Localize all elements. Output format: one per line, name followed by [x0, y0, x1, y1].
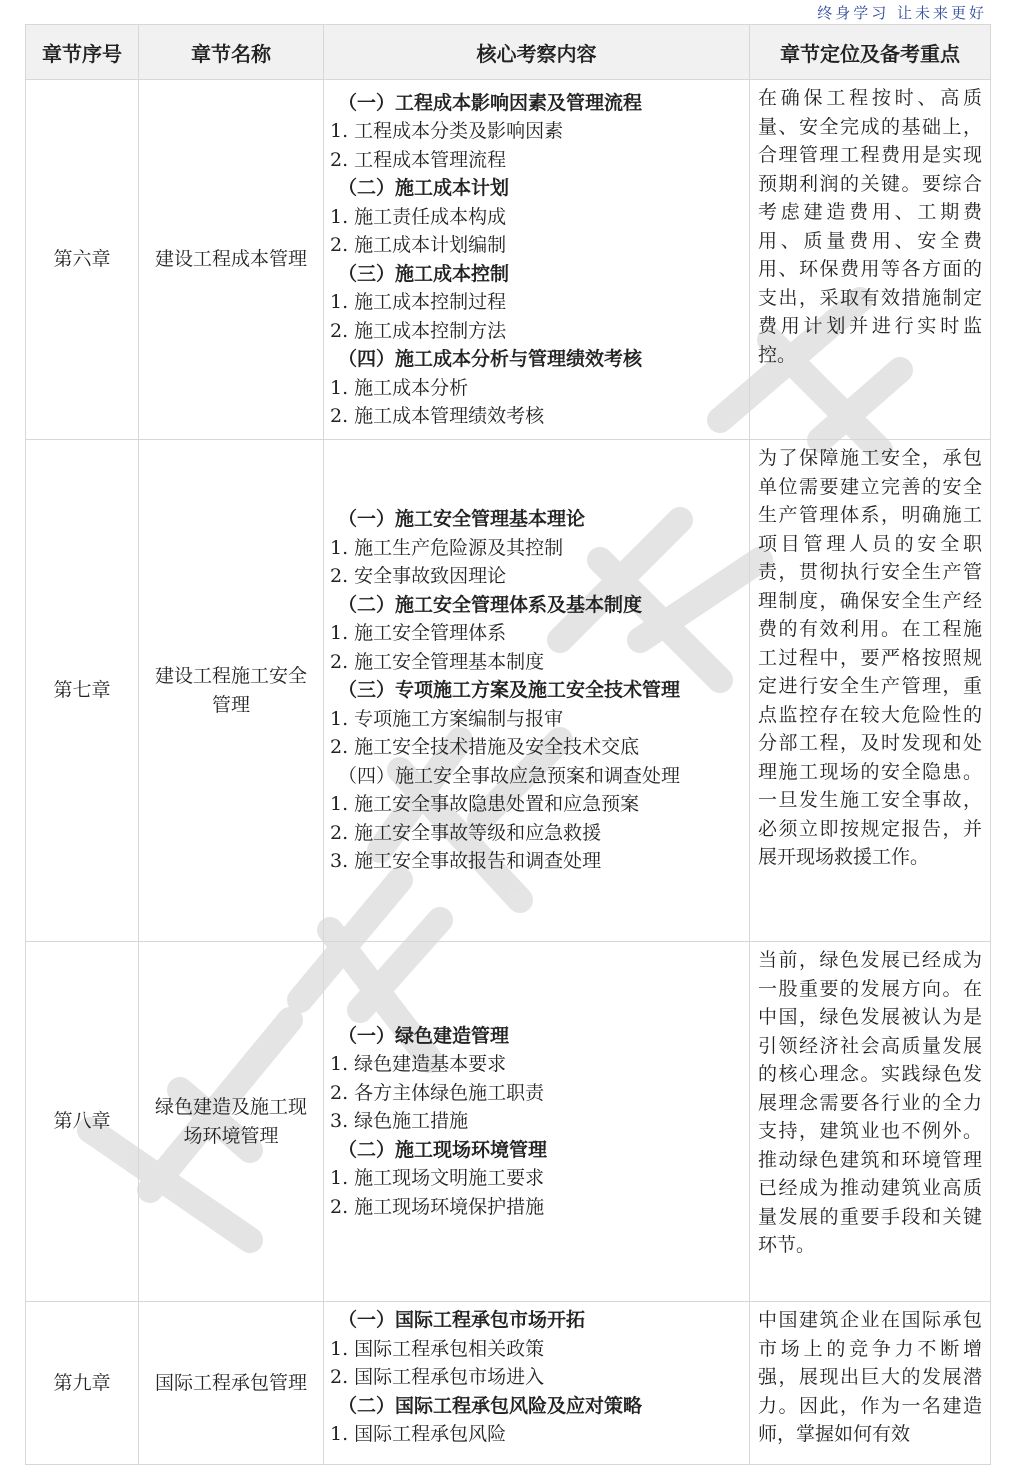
chapter-number: 第六章: [26, 80, 139, 440]
core-content: [324, 440, 750, 942]
content-section-heading: （四）施工安全事故应急预案和调查处理: [338, 764, 681, 787]
header-core-content: 核心考察内容: [324, 25, 750, 80]
content-list-item: 1. 工程成本分类及影响因素: [330, 120, 564, 142]
content-list-item: 1. 施工成本控制过程: [330, 291, 507, 313]
content-section-heading: （二）施工成本计划: [338, 177, 510, 199]
content-list-item: 2. 施工成本计划编制: [330, 234, 507, 256]
content-list-item: 2. 工程成本管理流程: [330, 148, 507, 171]
content-list-item: 2. 施工成本控制方法: [330, 319, 507, 342]
content-list-item: 3. 施工安全事故报告和调查处理: [330, 850, 602, 873]
header-chapter-name: 章节名称: [139, 25, 324, 80]
content-section-heading: （三）专项施工方案及施工安全技术管理: [338, 679, 681, 702]
syllabus-table: [25, 24, 991, 1465]
content-section-heading: （一）工程成本影响因素及管理流程: [338, 91, 643, 114]
chapter-focus: 为了保障施工安全，承包单位需要建立完善的安全生产管理体系，明确施工项目管理人员的安全职责，贯彻执行安全生产管理制度，确保安全生产经费的有效利用。在工程施工过程中，要严格按照规定进行安全生产管理，重点监控存在较大危险性的分部工程，及时发现和处理施工现场的安全隐患。一旦发生施工安全事故，必须立即按规定报告，并展开现场救援工作。: [750, 440, 991, 942]
chapter-focus: 在确保工程按时、高质量、安全完成的基础上，合理管理工程费用是实现预期利润的关键。要综合考虑建造费用、工期费用、质量费用、安全费用、环保费用等各方面的支出，采取有效措施制定费用计划并进行实时监控。: [750, 80, 991, 440]
content-list-item: 1. 施工生产危险源及其控制: [330, 536, 564, 559]
table-row: [26, 1302, 991, 1465]
content-list-item: 2. 施工安全技术措施及安全技术交底: [330, 736, 640, 759]
table-row: [26, 440, 991, 942]
chapter-name: 国际工程承包管理: [139, 1302, 324, 1465]
content-list-item: 1. 国际工程承包风险: [330, 1423, 507, 1445]
chapter-number: 第八章: [26, 942, 139, 1302]
core-content: [324, 1302, 750, 1465]
content-section-heading: （二）国际工程承包风险及应对策略: [338, 1394, 643, 1417]
core-content: [324, 942, 750, 1302]
content-section-heading: （二）施工安全管理体系及基本制度: [338, 593, 643, 616]
content-list-item: 1. 施工成本分析: [330, 376, 469, 399]
table-row: [26, 942, 991, 1302]
content-list-item: 1. 国际工程承包相关政策: [330, 1337, 545, 1360]
header-chapter-number: 章节序号: [26, 25, 139, 80]
content-list-item: 2. 各方主体绿色施工职责: [330, 1081, 545, 1104]
chapter-name: 绿色建造及施工现场环境管理: [139, 942, 324, 1302]
header-row: [26, 25, 991, 80]
content-list-item: 2. 施工安全事故等级和应急救援: [330, 821, 602, 844]
chapter-focus: 中国建筑企业在国际承包市场上的竞争力不断增强，展现出巨大的发展潜力。因此，作为一名建造师，掌握如何有效: [750, 1302, 991, 1465]
content-section-heading: （三）施工成本控制: [338, 262, 510, 285]
table-row: [26, 80, 991, 440]
content-section-heading: （一）国际工程承包市场开拓: [338, 1309, 586, 1331]
content-list-item: 1. 绿色建造基本要求: [330, 1053, 507, 1076]
content-list-item: 1. 施工责任成本构成: [330, 205, 507, 228]
content-list-item: 2. 安全事故致因理论: [330, 565, 507, 588]
content-list-item: 1. 施工安全事故隐患处置和应急预案: [330, 793, 640, 816]
content-section-heading: （一）施工安全管理基本理论: [338, 508, 586, 531]
content-list-item: 2. 施工安全管理基本制度: [330, 650, 545, 673]
chapter-focus: 当前，绿色发展已经成为一股重要的发展方向。在中国，绿色发展被认为是引领经济社会高质量发展的核心理念。实践绿色发展理念需要各行业的全力支持，建筑业也不例外。推动绿色建筑和环境管理已经成为推动建筑业高质量发展的重要手段和关键环节。: [750, 942, 991, 1302]
content-section-heading: （四）施工成本分析与管理绩效考核: [338, 348, 643, 370]
slogan: 终身学习 让未来更好: [817, 4, 987, 22]
content-list-item: 3. 绿色施工措施: [330, 1110, 469, 1133]
chapter-number: 第九章: [26, 1302, 139, 1465]
content-list-item: 1. 专项施工方案编制与报审: [330, 707, 564, 730]
content-list-item: 1. 施工安全管理体系: [330, 622, 507, 645]
content-section-heading: （一）绿色建造管理: [338, 1024, 510, 1047]
chapter-name: 建设工程成本管理: [139, 80, 324, 440]
chapter-name: 建设工程施工安全管理: [139, 440, 324, 942]
content-section-heading: （二）施工现场环境管理: [338, 1138, 548, 1161]
content-list-item: 1. 施工现场文明施工要求: [330, 1167, 545, 1190]
header-focus: 章节定位及备考重点: [750, 25, 991, 80]
content-list-item: 2. 施工现场环境保护措施: [330, 1195, 545, 1218]
core-content: [324, 80, 750, 440]
chapter-number: 第七章: [26, 440, 139, 942]
content-list-item: 2. 施工成本管理绩效考核: [330, 405, 545, 427]
content-list-item: 2. 国际工程承包市场进入: [330, 1366, 545, 1388]
